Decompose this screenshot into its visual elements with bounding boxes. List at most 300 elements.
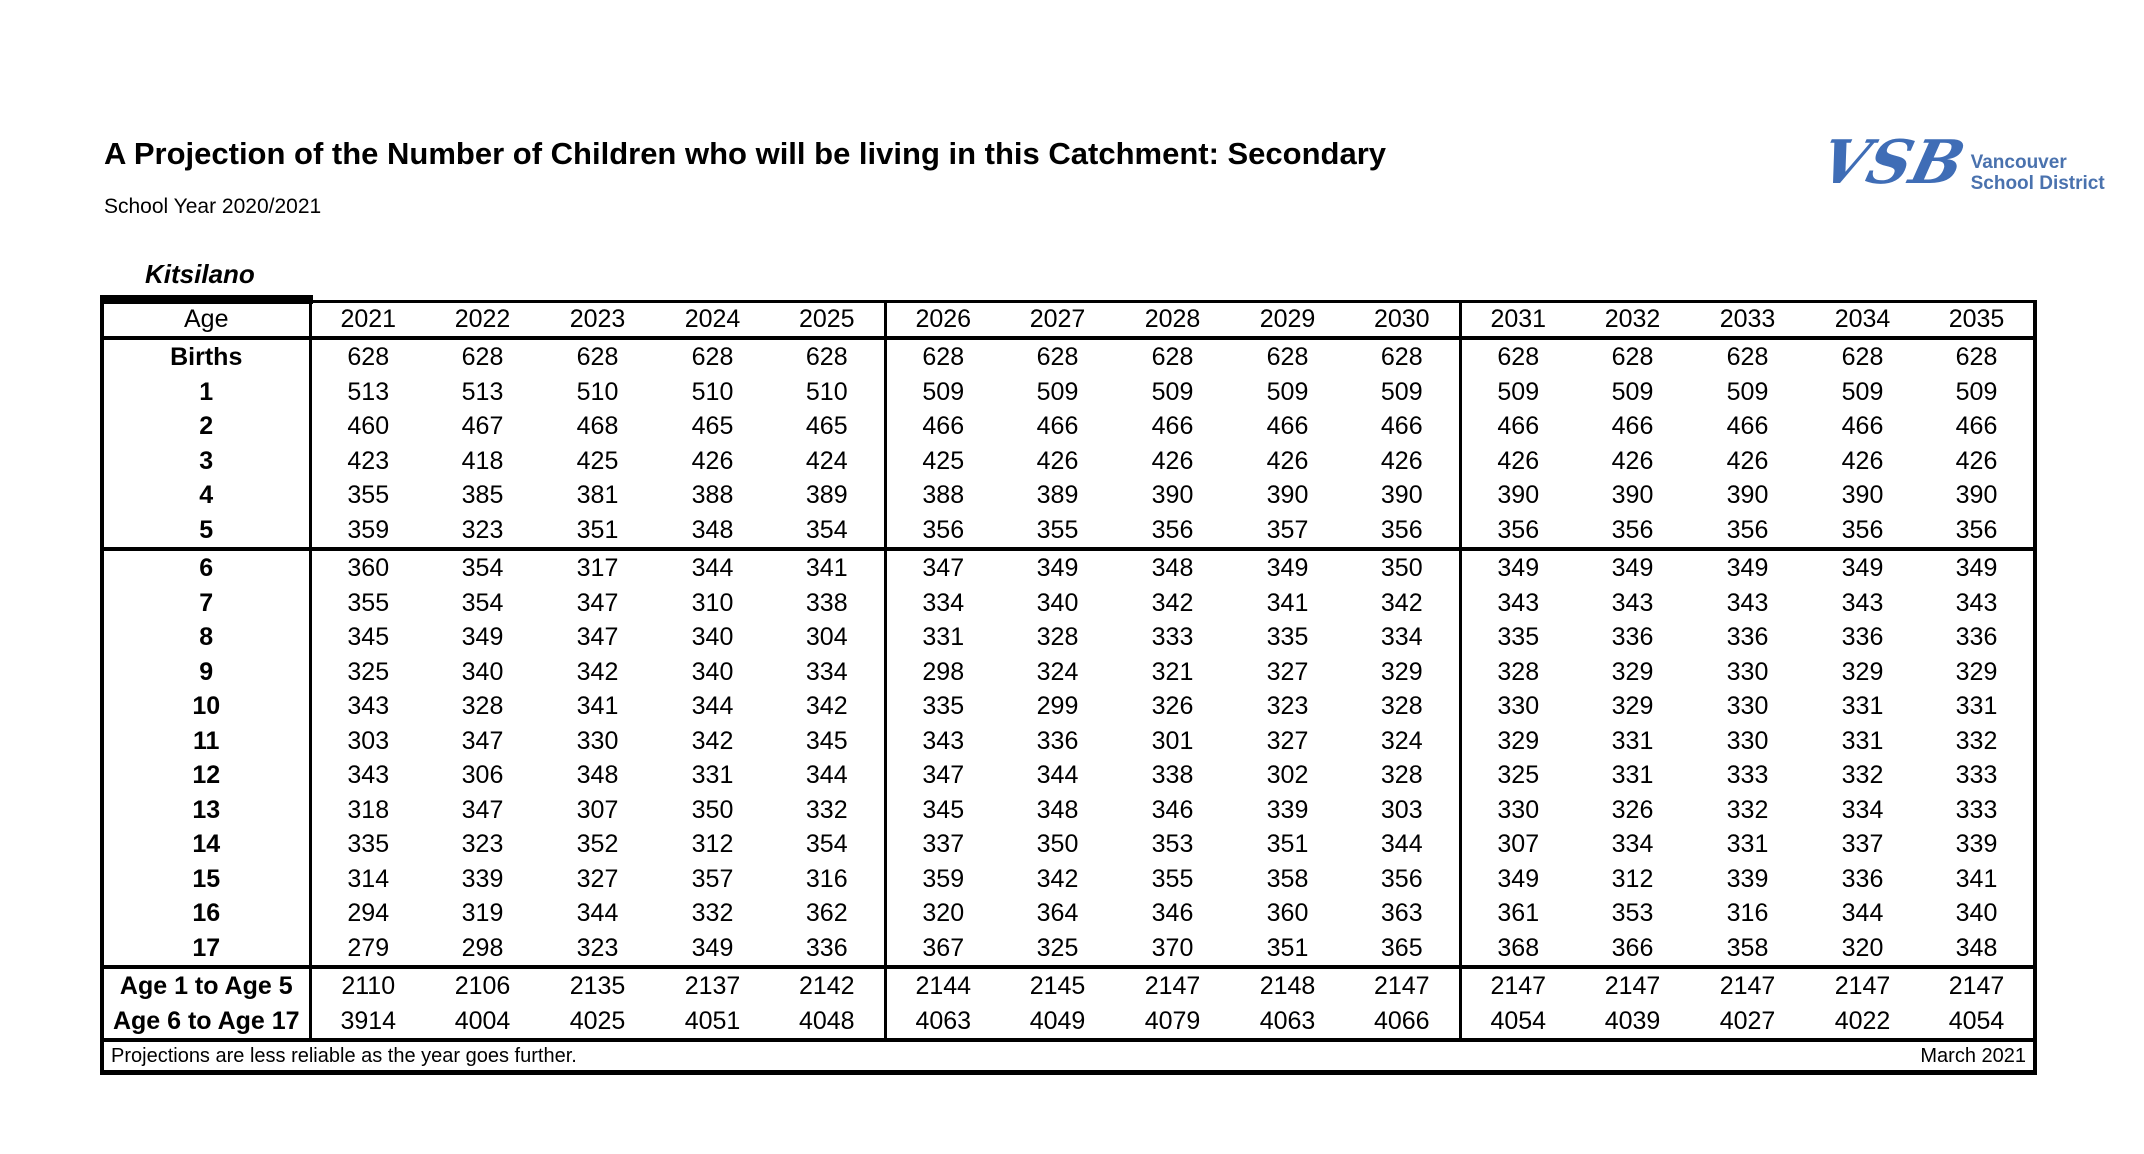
value-cell: 328	[1460, 655, 1575, 690]
value-cell: 366	[1611, 933, 1654, 962]
value-cell: 509	[885, 375, 1000, 410]
value-cell: 330	[1460, 689, 1575, 724]
value-cell: 343	[1955, 588, 1998, 617]
value-cell: 336	[1611, 623, 1654, 651]
value-cell: 339	[1726, 864, 1769, 893]
value-cell: 355	[310, 478, 425, 513]
table-row	[102, 896, 2035, 931]
footer-row	[102, 1040, 2035, 1073]
year-header-2023: 2023	[569, 305, 626, 333]
value-cell: 628	[885, 338, 1000, 375]
value-cell: 349	[1726, 554, 1769, 582]
table-row	[102, 862, 2035, 897]
value-cell: 339	[1955, 830, 1998, 858]
value-cell: 343	[1841, 588, 1884, 617]
year-header-2035: 2035	[1948, 305, 2005, 333]
value-cell: 347	[461, 795, 504, 824]
value-cell: 350	[1036, 830, 1079, 858]
value-cell: 425	[576, 446, 619, 475]
value-cell: 367	[885, 931, 1000, 968]
value-cell: 348	[691, 515, 734, 544]
value-cell: 347	[885, 549, 1000, 586]
table-row	[102, 655, 2035, 690]
value-cell: 357	[1266, 515, 1309, 544]
year-header-2031: 2031	[1460, 302, 1575, 339]
value-cell: 344	[805, 761, 848, 789]
value-cell: 509	[1955, 377, 1998, 406]
value-cell: 358	[1726, 933, 1769, 962]
value-cell: 336	[1036, 726, 1079, 755]
year-header-2032: 2032	[1604, 305, 1661, 333]
value-cell: 327	[576, 864, 619, 893]
table-row	[102, 689, 2035, 724]
row-label: 7	[199, 588, 214, 617]
value-cell: 340	[1036, 588, 1079, 617]
value-cell: 510	[805, 377, 848, 406]
value-cell: 628	[1611, 343, 1654, 371]
year-header-2034: 2034	[1834, 305, 1891, 333]
value-cell: 628	[1460, 338, 1575, 375]
value-cell: 349	[1460, 862, 1575, 897]
value-cell: 347	[885, 758, 1000, 793]
value-cell: 335	[310, 827, 425, 862]
value-cell: 467	[461, 412, 504, 440]
projection-table	[100, 300, 2037, 1075]
value-cell: 390	[1151, 481, 1194, 509]
value-cell: 348	[1955, 933, 1998, 962]
value-cell: 333	[1955, 761, 1998, 789]
value-cell: 2135	[569, 972, 626, 1000]
value-cell: 425	[885, 444, 1000, 479]
report-date: March 2021	[1920, 1045, 2026, 1067]
value-cell: 389	[805, 481, 848, 509]
value-cell: 336	[1841, 623, 1884, 651]
value-cell: 466	[1151, 412, 1194, 440]
value-cell: 327	[1266, 657, 1309, 686]
value-cell: 329	[1611, 657, 1654, 686]
value-cell: 2106	[454, 972, 511, 1000]
value-cell: 2110	[310, 967, 425, 1004]
value-cell: 509	[1611, 377, 1654, 406]
vsb-logo-text	[1971, 152, 2105, 194]
value-cell: 628	[1036, 343, 1079, 371]
value-cell: 355	[310, 586, 425, 621]
value-cell: 465	[691, 412, 734, 440]
value-cell: 509	[1266, 377, 1309, 406]
value-cell: 465	[805, 412, 848, 440]
value-cell: 323	[461, 830, 504, 858]
value-cell: 342	[1380, 588, 1423, 617]
value-cell: 332	[1841, 761, 1884, 789]
value-cell: 466	[885, 409, 1000, 444]
school-year-label: School Year 2020/2021	[104, 195, 322, 218]
value-cell: 340	[1955, 899, 1998, 927]
value-cell: 329	[1841, 657, 1884, 686]
value-cell: 426	[1380, 446, 1423, 475]
value-cell: 328	[1380, 692, 1423, 720]
value-cell: 628	[1380, 343, 1423, 371]
value-cell: 363	[1380, 899, 1423, 927]
value-cell: 331	[1611, 761, 1654, 789]
value-cell: 2147	[1948, 972, 2005, 1000]
value-cell: 424	[805, 446, 848, 475]
value-cell: 364	[1036, 899, 1079, 927]
value-cell: 356	[1151, 515, 1194, 544]
value-cell: 341	[805, 554, 848, 582]
value-cell: 343	[1726, 588, 1769, 617]
value-cell: 332	[1726, 795, 1769, 824]
value-cell: 426	[1955, 446, 1998, 475]
value-cell: 334	[885, 586, 1000, 621]
table-row	[102, 444, 2035, 479]
value-cell: 332	[1955, 726, 1998, 755]
table-row	[102, 478, 2035, 513]
value-cell: 3914	[310, 1004, 425, 1041]
value-cell: 2142	[798, 972, 855, 1000]
value-cell: 339	[461, 864, 504, 893]
value-cell: 344	[1380, 830, 1423, 858]
value-cell: 4049	[1029, 1006, 1086, 1035]
value-cell: 509	[1151, 377, 1194, 406]
value-cell: 510	[576, 377, 619, 406]
value-cell: 2147	[1604, 972, 1661, 1000]
value-cell: 328	[1036, 623, 1079, 651]
row-label: 14	[192, 830, 221, 858]
value-cell: 426	[1266, 446, 1309, 475]
value-cell: 335	[1460, 620, 1575, 655]
value-cell: 324	[1380, 726, 1423, 755]
value-cell: 319	[461, 899, 504, 927]
year-header-2024: 2024	[684, 305, 741, 333]
value-cell: 357	[691, 864, 734, 893]
value-cell: 347	[576, 623, 619, 651]
year-header-2026: 2026	[885, 302, 1000, 339]
vsb-logo	[1813, 128, 2105, 198]
value-cell: 628	[1151, 343, 1194, 371]
value-cell: 320	[885, 896, 1000, 931]
value-cell: 4079	[1144, 1006, 1201, 1035]
value-cell: 390	[1611, 481, 1654, 509]
section-age-6-to-17	[102, 549, 2035, 967]
value-cell: 4004	[454, 1006, 511, 1035]
value-cell: 390	[1266, 481, 1309, 509]
value-cell: 302	[1266, 761, 1309, 789]
value-cell: 303	[1380, 795, 1423, 824]
vsb-logo-script-icon: VSB	[1813, 128, 1972, 198]
value-cell: 4063	[1259, 1006, 1316, 1035]
row-label: 15	[192, 864, 221, 893]
value-cell: 356	[1380, 864, 1423, 893]
value-cell: 343	[885, 724, 1000, 759]
value-cell: 390	[1841, 481, 1884, 509]
footer-cell	[102, 1040, 2035, 1073]
value-cell: 509	[1036, 377, 1079, 406]
value-cell: 381	[576, 481, 619, 509]
value-cell: 390	[1726, 481, 1769, 509]
value-cell: 334	[1611, 830, 1654, 858]
value-cell: 336	[1955, 623, 1998, 651]
value-cell: 353	[1611, 899, 1654, 927]
value-cell: 331	[1611, 726, 1654, 755]
value-cell: 349	[461, 623, 504, 651]
value-cell: 338	[805, 588, 848, 617]
value-cell: 348	[1151, 554, 1194, 582]
value-cell: 340	[461, 657, 504, 686]
row-label: 16	[192, 899, 221, 927]
value-cell: 351	[1266, 933, 1309, 962]
value-cell: 342	[1036, 864, 1079, 893]
value-cell: 426	[1611, 446, 1654, 475]
value-cell: 299	[1036, 692, 1079, 720]
value-cell: 354	[805, 515, 848, 544]
value-cell: 329	[1380, 657, 1423, 686]
row-label: 10	[192, 692, 221, 720]
year-header-2030: 2030	[1373, 305, 1430, 333]
value-cell: 344	[691, 554, 734, 582]
projection-table-wrap	[100, 300, 2037, 1075]
value-cell: 349	[691, 933, 734, 962]
value-cell: 355	[1151, 864, 1194, 893]
value-cell: 2147	[1719, 972, 1776, 1000]
value-cell: 513	[310, 375, 425, 410]
value-cell: 628	[576, 343, 619, 371]
value-cell: 336	[1726, 623, 1769, 651]
value-cell: 334	[805, 657, 848, 686]
value-cell: 390	[1955, 481, 1998, 509]
value-cell: 328	[1380, 761, 1423, 789]
value-cell: 329	[1460, 724, 1575, 759]
value-cell: 466	[1380, 412, 1423, 440]
value-cell: 330	[1460, 793, 1575, 828]
value-cell: 509	[1841, 377, 1884, 406]
value-cell: 466	[1955, 412, 1998, 440]
value-cell: 4054	[1460, 1004, 1575, 1041]
row-label: 11	[193, 726, 220, 755]
footnote: Projections are less reliable as the year goes further.	[111, 1045, 577, 1067]
value-cell: 316	[805, 864, 848, 893]
year-header-2028: 2028	[1144, 305, 1201, 333]
value-cell: 509	[1460, 375, 1575, 410]
value-cell: 340	[691, 657, 734, 686]
value-cell: 628	[310, 338, 425, 375]
value-cell: 389	[1036, 481, 1079, 509]
value-cell: 4066	[1373, 1006, 1430, 1035]
row-label: 1	[199, 377, 214, 406]
value-cell: 344	[691, 692, 734, 720]
value-cell: 341	[1266, 588, 1309, 617]
value-cell: 343	[310, 689, 425, 724]
value-cell: 356	[1841, 515, 1884, 544]
value-cell: 326	[1151, 692, 1194, 720]
value-cell: 4048	[798, 1006, 855, 1035]
value-cell: 350	[691, 795, 734, 824]
value-cell: 325	[310, 655, 425, 690]
value-cell: 349	[1266, 554, 1309, 582]
value-cell: 303	[310, 724, 425, 759]
value-cell: 466	[1460, 409, 1575, 444]
value-cell: 356	[1726, 515, 1769, 544]
value-cell: 339	[1266, 795, 1309, 824]
value-cell: 342	[691, 726, 734, 755]
table-row	[102, 758, 2035, 793]
value-cell: 628	[1726, 343, 1769, 371]
value-cell: 343	[310, 758, 425, 793]
value-cell: 331	[885, 620, 1000, 655]
value-cell: 346	[1151, 795, 1194, 824]
value-cell: 359	[310, 513, 425, 550]
value-cell: 330	[576, 726, 619, 755]
value-cell: 365	[1380, 933, 1423, 962]
value-cell: 341	[1955, 864, 1998, 893]
value-cell: 353	[1151, 830, 1194, 858]
value-cell: 351	[1266, 830, 1309, 858]
value-cell: 426	[1726, 446, 1769, 475]
value-cell: 390	[1380, 481, 1423, 509]
table-row	[102, 967, 2035, 1004]
value-cell: 4025	[569, 1006, 626, 1035]
value-cell: 361	[1460, 896, 1575, 931]
year-header-2033: 2033	[1719, 305, 1776, 333]
value-cell: 356	[1611, 515, 1654, 544]
table-row	[102, 513, 2035, 550]
value-cell: 358	[1266, 864, 1309, 893]
value-cell: 354	[461, 554, 504, 582]
table-row	[102, 724, 2035, 759]
value-cell: 628	[805, 343, 848, 371]
value-cell: 368	[1460, 931, 1575, 968]
value-cell: 344	[576, 899, 619, 927]
table-row	[102, 409, 2035, 444]
header-row	[102, 302, 2035, 339]
value-cell: 4027	[1719, 1006, 1776, 1035]
value-cell: 348	[1036, 795, 1079, 824]
value-cell: 356	[1460, 513, 1575, 550]
value-cell: 423	[310, 444, 425, 479]
value-cell: 321	[1151, 657, 1194, 686]
value-cell: 320	[1841, 933, 1884, 962]
value-cell: 628	[1266, 343, 1309, 371]
table-row	[102, 931, 2035, 968]
value-cell: 337	[1841, 830, 1884, 858]
value-cell: 317	[576, 554, 619, 582]
value-cell: 328	[461, 692, 504, 720]
value-cell: 336	[1841, 864, 1884, 893]
value-cell: 310	[691, 588, 734, 617]
value-cell: 316	[1726, 899, 1769, 927]
row-label: Births	[170, 343, 243, 371]
value-cell: 325	[1036, 933, 1079, 962]
value-cell: 344	[1036, 761, 1079, 789]
table-header	[102, 302, 2035, 339]
row-label: 3	[199, 446, 214, 475]
value-cell: 628	[1841, 343, 1884, 371]
value-cell: 337	[885, 827, 1000, 862]
value-cell: 327	[1266, 726, 1309, 755]
value-cell: 388	[885, 478, 1000, 513]
value-cell: 301	[1151, 726, 1194, 755]
row-label: 6	[199, 554, 214, 582]
section-births-to-age-5	[102, 338, 2035, 549]
value-cell: 306	[461, 761, 504, 789]
value-cell: 323	[1266, 692, 1309, 720]
value-cell: 312	[691, 830, 734, 858]
value-cell: 342	[1151, 588, 1194, 617]
row-label: 17	[192, 933, 221, 962]
value-cell: 349	[1955, 554, 1998, 582]
value-cell: 335	[1266, 623, 1309, 651]
value-cell: 390	[1460, 478, 1575, 513]
value-cell: 509	[1380, 377, 1423, 406]
year-header-2022: 2022	[454, 305, 511, 333]
value-cell: 349	[1460, 549, 1575, 586]
row-label: 9	[199, 657, 214, 686]
value-cell: 2147	[1144, 972, 1201, 1000]
row-label: 13	[192, 795, 221, 824]
value-cell: 628	[1955, 343, 1998, 371]
value-cell: 330	[1726, 692, 1769, 720]
value-cell: 334	[1380, 623, 1423, 651]
value-cell: 349	[1036, 554, 1079, 582]
value-cell: 350	[1380, 554, 1423, 582]
value-cell: 426	[1841, 446, 1884, 475]
value-cell: 345	[805, 726, 848, 755]
value-cell: 329	[1611, 692, 1654, 720]
value-cell: 323	[461, 515, 504, 544]
value-cell: 343	[1460, 586, 1575, 621]
table-row	[102, 827, 2035, 862]
value-cell: 342	[576, 657, 619, 686]
value-cell: 2145	[1029, 972, 1086, 1000]
table-row	[102, 586, 2035, 621]
value-cell: 468	[576, 412, 619, 440]
value-cell: 329	[1955, 657, 1998, 686]
value-cell: 345	[885, 793, 1000, 828]
value-cell: 388	[691, 481, 734, 509]
value-cell: 340	[691, 623, 734, 651]
year-header-2025: 2025	[798, 305, 855, 333]
table-row	[102, 620, 2035, 655]
value-cell: 360	[1266, 899, 1309, 927]
value-cell: 356	[1380, 515, 1423, 544]
value-cell: 331	[1841, 692, 1884, 720]
value-cell: 2144	[885, 967, 1000, 1004]
value-cell: 330	[1726, 657, 1769, 686]
value-cell: 346	[1151, 899, 1194, 927]
value-cell: 331	[691, 761, 734, 789]
value-cell: 466	[1841, 412, 1884, 440]
value-cell: 336	[805, 933, 848, 962]
value-cell: 426	[691, 446, 734, 475]
footer-content	[104, 1042, 2033, 1070]
value-cell: 314	[310, 862, 425, 897]
value-cell: 354	[805, 830, 848, 858]
value-cell: 333	[1955, 795, 1998, 824]
value-cell: 513	[461, 377, 504, 406]
row-label: Age 1 to Age 5	[119, 972, 293, 1000]
value-cell: 426	[1151, 446, 1194, 475]
section-summary	[102, 967, 2035, 1040]
value-cell: 331	[1841, 726, 1884, 755]
value-cell: 307	[1460, 827, 1575, 862]
value-cell: 318	[310, 793, 425, 828]
value-cell: 510	[691, 377, 734, 406]
value-cell: 345	[310, 620, 425, 655]
row-label: 5	[199, 515, 214, 544]
value-cell: 509	[1726, 377, 1769, 406]
value-cell: 324	[1036, 657, 1079, 686]
value-cell: 4051	[684, 1006, 741, 1035]
value-cell: 326	[1611, 795, 1654, 824]
